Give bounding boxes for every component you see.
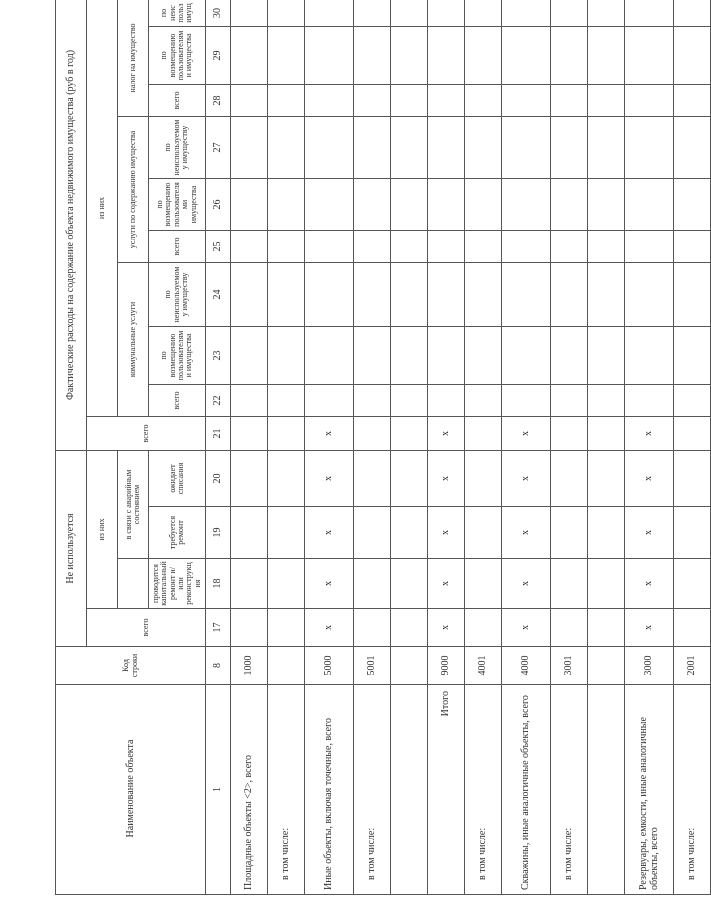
cell-empty bbox=[268, 179, 305, 231]
cell-empty bbox=[588, 385, 625, 417]
header-property-tax: налог на имущество bbox=[118, 0, 149, 117]
cell-empty bbox=[502, 231, 551, 263]
cell-empty bbox=[428, 27, 465, 85]
cell-mark bbox=[551, 609, 588, 647]
cell-empty bbox=[428, 231, 465, 263]
cell-empty bbox=[465, 117, 502, 179]
cell-mark bbox=[268, 507, 305, 559]
cell-empty bbox=[465, 0, 502, 27]
row-code: 5000 bbox=[305, 647, 354, 685]
cell-empty bbox=[391, 385, 428, 417]
cell-empty bbox=[674, 263, 711, 327]
cell-empty bbox=[354, 385, 391, 417]
column-number: 24 bbox=[206, 263, 231, 327]
row-code: 5001 bbox=[354, 647, 391, 685]
header-tax-total: всего bbox=[149, 85, 206, 117]
rotated-table bbox=[55, 0, 711, 895]
cell-empty bbox=[551, 231, 588, 263]
cell-mark: x bbox=[625, 609, 674, 647]
cell-empty bbox=[588, 263, 625, 327]
row-name: Площадные объекты <2>, всего bbox=[231, 685, 268, 895]
cell-empty bbox=[625, 117, 674, 179]
cell-empty bbox=[231, 385, 268, 417]
cell-mark: x bbox=[305, 609, 354, 647]
header-awaiting-writeoff: ожидает списания bbox=[149, 451, 206, 507]
cell-mark bbox=[268, 609, 305, 647]
cell-mark bbox=[551, 507, 588, 559]
cell-mark bbox=[354, 417, 391, 451]
column-number: 19 bbox=[206, 507, 231, 559]
cell-mark bbox=[391, 609, 428, 647]
cell-empty bbox=[231, 263, 268, 327]
cell-empty bbox=[674, 179, 711, 231]
row-name: Итого bbox=[428, 685, 465, 895]
column-number: 17 bbox=[206, 609, 231, 647]
column-number: 27 bbox=[206, 117, 231, 179]
cell-empty bbox=[502, 0, 551, 27]
cell-mark: x bbox=[625, 559, 674, 609]
cell-empty bbox=[502, 117, 551, 179]
cell-empty bbox=[465, 85, 502, 117]
cell-mark bbox=[268, 417, 305, 451]
cell-mark bbox=[674, 451, 711, 507]
cell-empty bbox=[354, 179, 391, 231]
column-number: 1 bbox=[206, 685, 231, 895]
cell-empty bbox=[391, 27, 428, 85]
cell-empty bbox=[465, 327, 502, 385]
cell-empty bbox=[305, 85, 354, 117]
cell-empty bbox=[305, 231, 354, 263]
column-number: 20 bbox=[206, 451, 231, 507]
header-not-used: Не используется bbox=[56, 451, 87, 647]
cell-mark: x bbox=[428, 609, 465, 647]
cell-mark bbox=[231, 507, 268, 559]
cell-empty bbox=[354, 85, 391, 117]
column-number: 30 bbox=[206, 0, 231, 27]
table-row bbox=[502, 0, 551, 895]
table-row bbox=[428, 0, 465, 895]
header-maintenance: услуги по содержанию имущества bbox=[118, 117, 149, 263]
cell-mark bbox=[231, 451, 268, 507]
header-costs-total: всего bbox=[87, 417, 206, 451]
table-row bbox=[354, 0, 391, 895]
header-maintenance-idle: по неиспользуемому имуществу bbox=[149, 117, 206, 179]
cell-empty bbox=[231, 27, 268, 85]
cell-empty bbox=[305, 27, 354, 85]
cell-mark bbox=[231, 417, 268, 451]
cell-empty bbox=[305, 0, 354, 27]
cell-empty bbox=[305, 117, 354, 179]
cell-empty bbox=[391, 0, 428, 27]
cell-empty bbox=[391, 179, 428, 231]
cell-mark: x bbox=[428, 417, 465, 451]
cell-empty bbox=[551, 385, 588, 417]
cell-empty bbox=[674, 85, 711, 117]
row-name: в том числе: bbox=[551, 685, 588, 895]
cell-empty bbox=[551, 85, 588, 117]
header-utilities-total: всего bbox=[149, 385, 206, 417]
table-row bbox=[674, 0, 711, 895]
cell-empty bbox=[625, 0, 674, 27]
cell-mark bbox=[588, 559, 625, 609]
header-not-used-of-them: из них bbox=[87, 451, 118, 609]
cell-mark bbox=[551, 559, 588, 609]
column-number: 18 bbox=[206, 559, 231, 609]
cell-mark: x bbox=[305, 417, 354, 451]
cell-empty bbox=[231, 0, 268, 27]
row-code: 1000 bbox=[231, 647, 268, 685]
cell-empty bbox=[674, 27, 711, 85]
row-name: Иные объекты, включая точечные, всего bbox=[305, 685, 354, 895]
header-under-repair: проводится капитальный ремонт и/или реконструкция bbox=[149, 559, 206, 609]
cell-empty bbox=[354, 0, 391, 27]
cell-mark: x bbox=[625, 451, 674, 507]
table-row bbox=[465, 0, 502, 895]
cell-mark bbox=[674, 559, 711, 609]
cell-mark bbox=[674, 507, 711, 559]
cell-empty bbox=[305, 327, 354, 385]
cell-mark: x bbox=[625, 507, 674, 559]
header-emergency: в связи с аварийным состоянием bbox=[118, 451, 149, 559]
cell-empty bbox=[502, 327, 551, 385]
table-row bbox=[305, 0, 354, 895]
cell-mark: x bbox=[428, 559, 465, 609]
cell-empty bbox=[625, 27, 674, 85]
header-object-name: Наименование объекта bbox=[56, 685, 206, 895]
cell-empty bbox=[354, 117, 391, 179]
cell-empty bbox=[502, 179, 551, 231]
column-number-row bbox=[206, 0, 231, 895]
cell-empty bbox=[268, 231, 305, 263]
cell-empty bbox=[625, 179, 674, 231]
header-maintenance-total: всего bbox=[149, 231, 206, 263]
cell-empty bbox=[391, 327, 428, 385]
cell-empty bbox=[502, 385, 551, 417]
cell-empty bbox=[588, 327, 625, 385]
header-utilities: коммунальные услуги bbox=[118, 263, 149, 417]
column-number: 29 bbox=[206, 27, 231, 85]
cell-empty bbox=[502, 27, 551, 85]
cell-mark bbox=[674, 609, 711, 647]
cell-mark: x bbox=[502, 559, 551, 609]
cell-empty bbox=[625, 231, 674, 263]
header-row-1 bbox=[56, 0, 87, 895]
header-needs-repair: требуется ремонт bbox=[149, 507, 206, 559]
cell-empty bbox=[268, 327, 305, 385]
cell-empty bbox=[268, 27, 305, 85]
cell-empty bbox=[465, 27, 502, 85]
cell-empty bbox=[268, 385, 305, 417]
row-code: 4001 bbox=[465, 647, 502, 685]
cell-mark: x bbox=[625, 417, 674, 451]
cell-mark bbox=[354, 609, 391, 647]
cell-empty bbox=[305, 179, 354, 231]
cell-mark bbox=[588, 451, 625, 507]
cell-mark bbox=[391, 451, 428, 507]
cell-empty bbox=[231, 231, 268, 263]
header-actual-costs: Фактические расходы на содержание объекта недвижимого имущества (руб в год) bbox=[56, 0, 87, 451]
cell-empty bbox=[551, 179, 588, 231]
column-number: 22 bbox=[206, 385, 231, 417]
row-name: в том числе: bbox=[354, 685, 391, 895]
header-costs-of-them: из них bbox=[87, 0, 118, 417]
cell-empty bbox=[625, 85, 674, 117]
cell-empty bbox=[465, 231, 502, 263]
row-code: 2001 bbox=[674, 647, 711, 685]
header-utilities-paid: по возмещению пользователями имущества bbox=[149, 327, 206, 385]
column-number: 28 bbox=[206, 85, 231, 117]
row-code: 3000 bbox=[625, 647, 674, 685]
cell-empty bbox=[625, 385, 674, 417]
cell-mark: x bbox=[305, 451, 354, 507]
row-code: 9000 bbox=[428, 647, 465, 685]
table-row bbox=[231, 0, 268, 895]
table-row bbox=[391, 0, 428, 895]
cell-empty bbox=[268, 263, 305, 327]
cell-empty bbox=[428, 263, 465, 327]
cell-mark: x bbox=[428, 451, 465, 507]
cell-empty bbox=[674, 231, 711, 263]
cell-empty bbox=[588, 179, 625, 231]
cell-empty bbox=[354, 327, 391, 385]
cell-empty bbox=[465, 179, 502, 231]
cell-mark bbox=[354, 507, 391, 559]
cell-mark bbox=[354, 559, 391, 609]
cell-empty bbox=[465, 263, 502, 327]
cell-empty bbox=[502, 85, 551, 117]
cell-empty bbox=[391, 263, 428, 327]
cell-empty bbox=[674, 327, 711, 385]
table-row bbox=[268, 0, 305, 895]
cell-mark: x bbox=[502, 609, 551, 647]
cell-empty bbox=[231, 85, 268, 117]
cell-empty bbox=[625, 263, 674, 327]
table-row bbox=[625, 0, 674, 895]
cell-empty bbox=[551, 263, 588, 327]
cell-mark bbox=[465, 451, 502, 507]
table-row bbox=[551, 0, 588, 895]
cell-mark bbox=[465, 559, 502, 609]
table-row bbox=[588, 0, 625, 895]
cell-mark bbox=[354, 451, 391, 507]
cell-mark: x bbox=[502, 507, 551, 559]
cell-empty bbox=[674, 117, 711, 179]
column-number: 26 bbox=[206, 179, 231, 231]
cell-mark bbox=[391, 417, 428, 451]
header-row-code: Код строки bbox=[56, 647, 206, 685]
cell-empty bbox=[354, 27, 391, 85]
cell-empty bbox=[354, 231, 391, 263]
row-name bbox=[391, 685, 428, 895]
row-name: в том числе: bbox=[268, 685, 305, 895]
cell-mark bbox=[551, 417, 588, 451]
cell-mark bbox=[588, 507, 625, 559]
cell-empty bbox=[231, 117, 268, 179]
cell-mark bbox=[231, 609, 268, 647]
header-tax-idle: по неис польз имущ bbox=[149, 0, 206, 27]
cell-empty bbox=[428, 85, 465, 117]
column-number: 23 bbox=[206, 327, 231, 385]
cell-empty bbox=[428, 0, 465, 27]
cell-mark bbox=[465, 417, 502, 451]
header-maintenance-paid: по возмещению пользователями имущества bbox=[149, 179, 206, 231]
cell-mark bbox=[391, 507, 428, 559]
column-number: 21 bbox=[206, 417, 231, 451]
cell-empty bbox=[625, 327, 674, 385]
cell-empty bbox=[551, 27, 588, 85]
cell-empty bbox=[354, 263, 391, 327]
cell-mark: x bbox=[305, 507, 354, 559]
cell-empty bbox=[391, 117, 428, 179]
cell-empty bbox=[391, 85, 428, 117]
cell-empty bbox=[428, 385, 465, 417]
cell-empty bbox=[231, 179, 268, 231]
cell-empty bbox=[428, 327, 465, 385]
cell-empty bbox=[588, 27, 625, 85]
cell-empty bbox=[588, 85, 625, 117]
cell-mark bbox=[268, 451, 305, 507]
cell-mark: x bbox=[502, 417, 551, 451]
cell-mark bbox=[268, 559, 305, 609]
cell-mark: x bbox=[305, 559, 354, 609]
row-code: 4000 bbox=[502, 647, 551, 685]
row-code bbox=[268, 647, 305, 685]
row-code bbox=[588, 647, 625, 685]
header-not-used-total: всего bbox=[87, 609, 206, 647]
cell-empty bbox=[428, 117, 465, 179]
cell-empty bbox=[588, 231, 625, 263]
cell-mark: x bbox=[428, 507, 465, 559]
cell-empty bbox=[674, 385, 711, 417]
cell-empty bbox=[268, 0, 305, 27]
cell-empty bbox=[391, 231, 428, 263]
header-blank bbox=[118, 559, 149, 609]
header-tax-paid: по возмещению пользователями имущества bbox=[149, 27, 206, 85]
cell-empty bbox=[268, 85, 305, 117]
cell-mark bbox=[588, 417, 625, 451]
cell-mark bbox=[231, 559, 268, 609]
cell-empty bbox=[551, 327, 588, 385]
cell-empty bbox=[551, 117, 588, 179]
row-code bbox=[391, 647, 428, 685]
cell-empty bbox=[588, 0, 625, 27]
header-utilities-idle: по неиспользуемому имуществу bbox=[149, 263, 206, 327]
cell-empty bbox=[305, 385, 354, 417]
cell-mark bbox=[588, 609, 625, 647]
row-name: Скважины, иные аналогичные объекты, всего bbox=[502, 685, 551, 895]
row-name: Резервуары, емкости, иные аналогичные объекты, всего bbox=[625, 685, 674, 895]
cell-empty bbox=[502, 263, 551, 327]
cell-empty bbox=[268, 117, 305, 179]
cell-empty bbox=[674, 0, 711, 27]
cell-mark bbox=[551, 451, 588, 507]
cell-mark bbox=[465, 609, 502, 647]
cell-empty bbox=[588, 117, 625, 179]
cell-empty bbox=[231, 327, 268, 385]
row-name: в том числе: bbox=[674, 685, 711, 895]
column-number: 8 bbox=[206, 647, 231, 685]
cell-empty bbox=[465, 385, 502, 417]
cell-empty bbox=[305, 263, 354, 327]
row-code: 3001 bbox=[551, 647, 588, 685]
cell-mark: x bbox=[502, 451, 551, 507]
cell-mark bbox=[674, 417, 711, 451]
row-name bbox=[588, 685, 625, 895]
cell-empty bbox=[551, 0, 588, 27]
cell-empty bbox=[428, 179, 465, 231]
column-number: 25 bbox=[206, 231, 231, 263]
cell-mark bbox=[465, 507, 502, 559]
cell-mark bbox=[391, 559, 428, 609]
row-name: в том числе: bbox=[465, 685, 502, 895]
